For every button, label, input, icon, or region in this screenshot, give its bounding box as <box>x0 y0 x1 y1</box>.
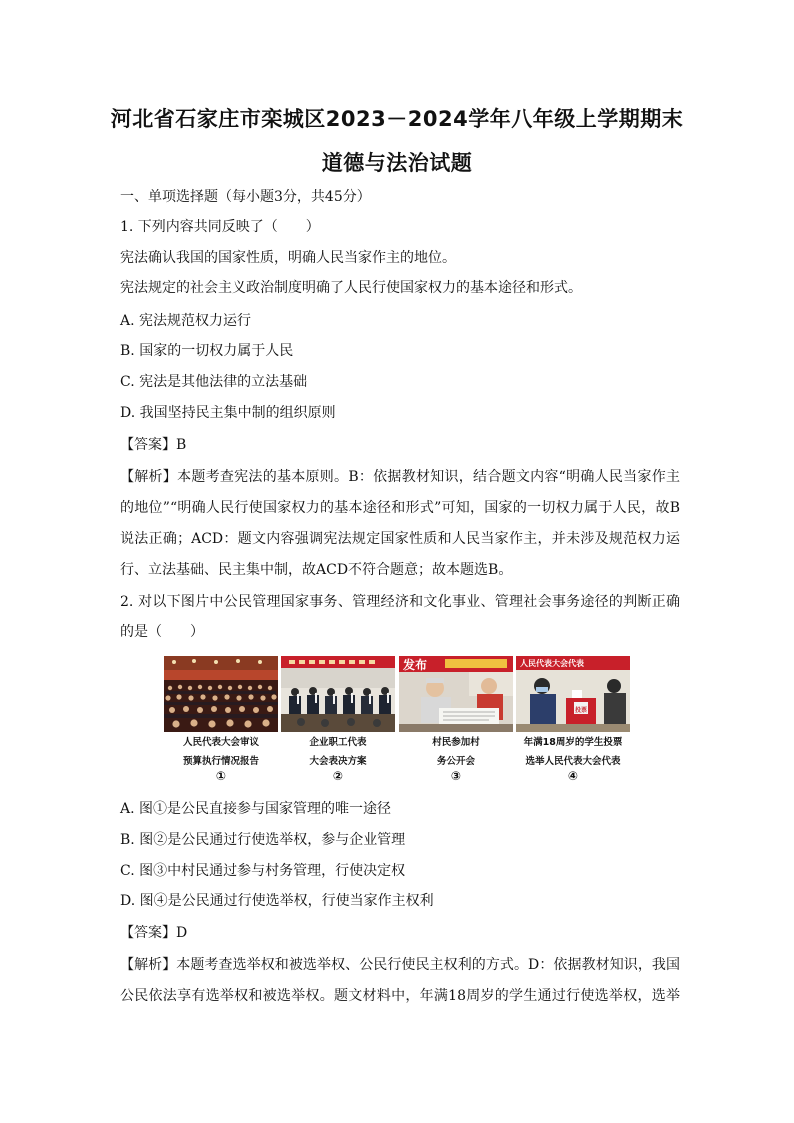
q2-option-d: D. 图④是公民通过行使选举权，行使当家作主权利 <box>120 893 434 909</box>
q2-answer: 【答案】D <box>120 925 188 941</box>
q2-option-c: C. 图③中村民通过参与村务管理，行使决定权 <box>120 863 406 879</box>
q1-stem: 1. 下列内容共同反映了（ ） <box>120 219 320 235</box>
q2-analysis-line-1: 【解析】本题考查选举权和被选举权、公民行使民主权利的方式。D：依据教材知识，我国 <box>120 957 680 973</box>
q1-material-1: 宪法确认我国的国家性质，明确人民当家作主的地位。 <box>120 250 456 266</box>
q2-analysis-line-2: 公民依法享有选举权和被选举权。题文材料中，年满18周岁的学生通过行使选举权，选举 <box>120 988 680 1004</box>
q1-option-d: D. 我国坚持民主集中制的组织原则 <box>120 405 336 421</box>
q1-analysis-line-1: 【解析】本题考查宪法的基本原则。B：依据教材知识，结合题文内容“明确人民当家作主 <box>120 469 680 485</box>
figure-4-caption-line-1: 年满18周岁的学生投票 <box>523 737 623 748</box>
figure-1-caption-line-2: 预算执行情况报告 <box>182 756 259 767</box>
figure-1-number: ① <box>215 769 227 783</box>
village-meeting-photo <box>399 656 513 732</box>
q2-stem-line-1: 2. 对以下图片中公民管理国家事务、管理经济和文化事业、管理社会事务途径的判断正确 <box>120 594 680 610</box>
q1-analysis-line-4: 行、立法基础、民主集中制，故ACD不符合题意；故本题选B。 <box>120 562 513 578</box>
workers-congress-photo <box>281 656 395 732</box>
q1-option-c: C. 宪法是其他法律的立法基础 <box>120 374 308 390</box>
document-title-line-1: 河北省石家庄市栾城区2023－2024学年八年级上学期期末 <box>110 107 684 131</box>
ballot-box-label: 投票 <box>574 707 588 714</box>
announcement-sign: 发布 <box>403 658 428 672</box>
q2-option-a: A. 图①是公民直接参与国家管理的唯一途径 <box>120 801 392 817</box>
q1-option-b: B. 国家的一切权力属于人民 <box>120 343 294 359</box>
figure-3-caption-line-2: 务公开会 <box>436 756 475 767</box>
figure-3-caption-line-1: 村民参加村 <box>432 737 480 748</box>
figure-3-number: ③ <box>450 769 462 783</box>
figure-1-caption-line-1: 人民代表大会审议 <box>182 737 259 748</box>
election-banner: 人民代表大会代表 <box>520 659 584 668</box>
figure-4-number: ④ <box>567 769 579 783</box>
figure-2-caption-line-2: 大会表决方案 <box>309 756 367 767</box>
q1-answer: 【答案】B <box>120 437 187 453</box>
q2-figure-strip <box>164 656 632 791</box>
q1-material-2: 宪法规定的社会主义政治制度明确了人民行使国家权力的基本途径和形式。 <box>120 280 582 296</box>
q1-analysis-line-3: 说法正确；ACD：题文内容强调宪法规定国家性质和人民当家作主，并未涉及规范权力运 <box>120 531 680 547</box>
congress-hall-photo <box>164 656 278 732</box>
figure-4-caption-line-2: 选举人民代表大会代表 <box>525 756 621 767</box>
student-voting-photo <box>516 656 630 732</box>
document-title-line-2: 道德与法治试题 <box>321 151 473 175</box>
figure-2-number: ② <box>332 769 344 783</box>
figure-2-caption-line-1: 企业职工代表 <box>309 737 367 748</box>
q2-option-b: B. 图②是公民通过行使选举权，参与企业管理 <box>120 832 406 848</box>
q1-analysis-line-2: 的地位”“明确人民行使国家权力的基本途径和形式”可知，国家的一切权力属于人民，故B <box>120 500 680 516</box>
q1-option-a: A. 宪法规范权力运行 <box>120 313 252 329</box>
section-heading: 一、单项选择题（每小题3分，共45分） <box>120 189 371 205</box>
q2-stem-line-2: 的是（ ） <box>120 624 204 640</box>
